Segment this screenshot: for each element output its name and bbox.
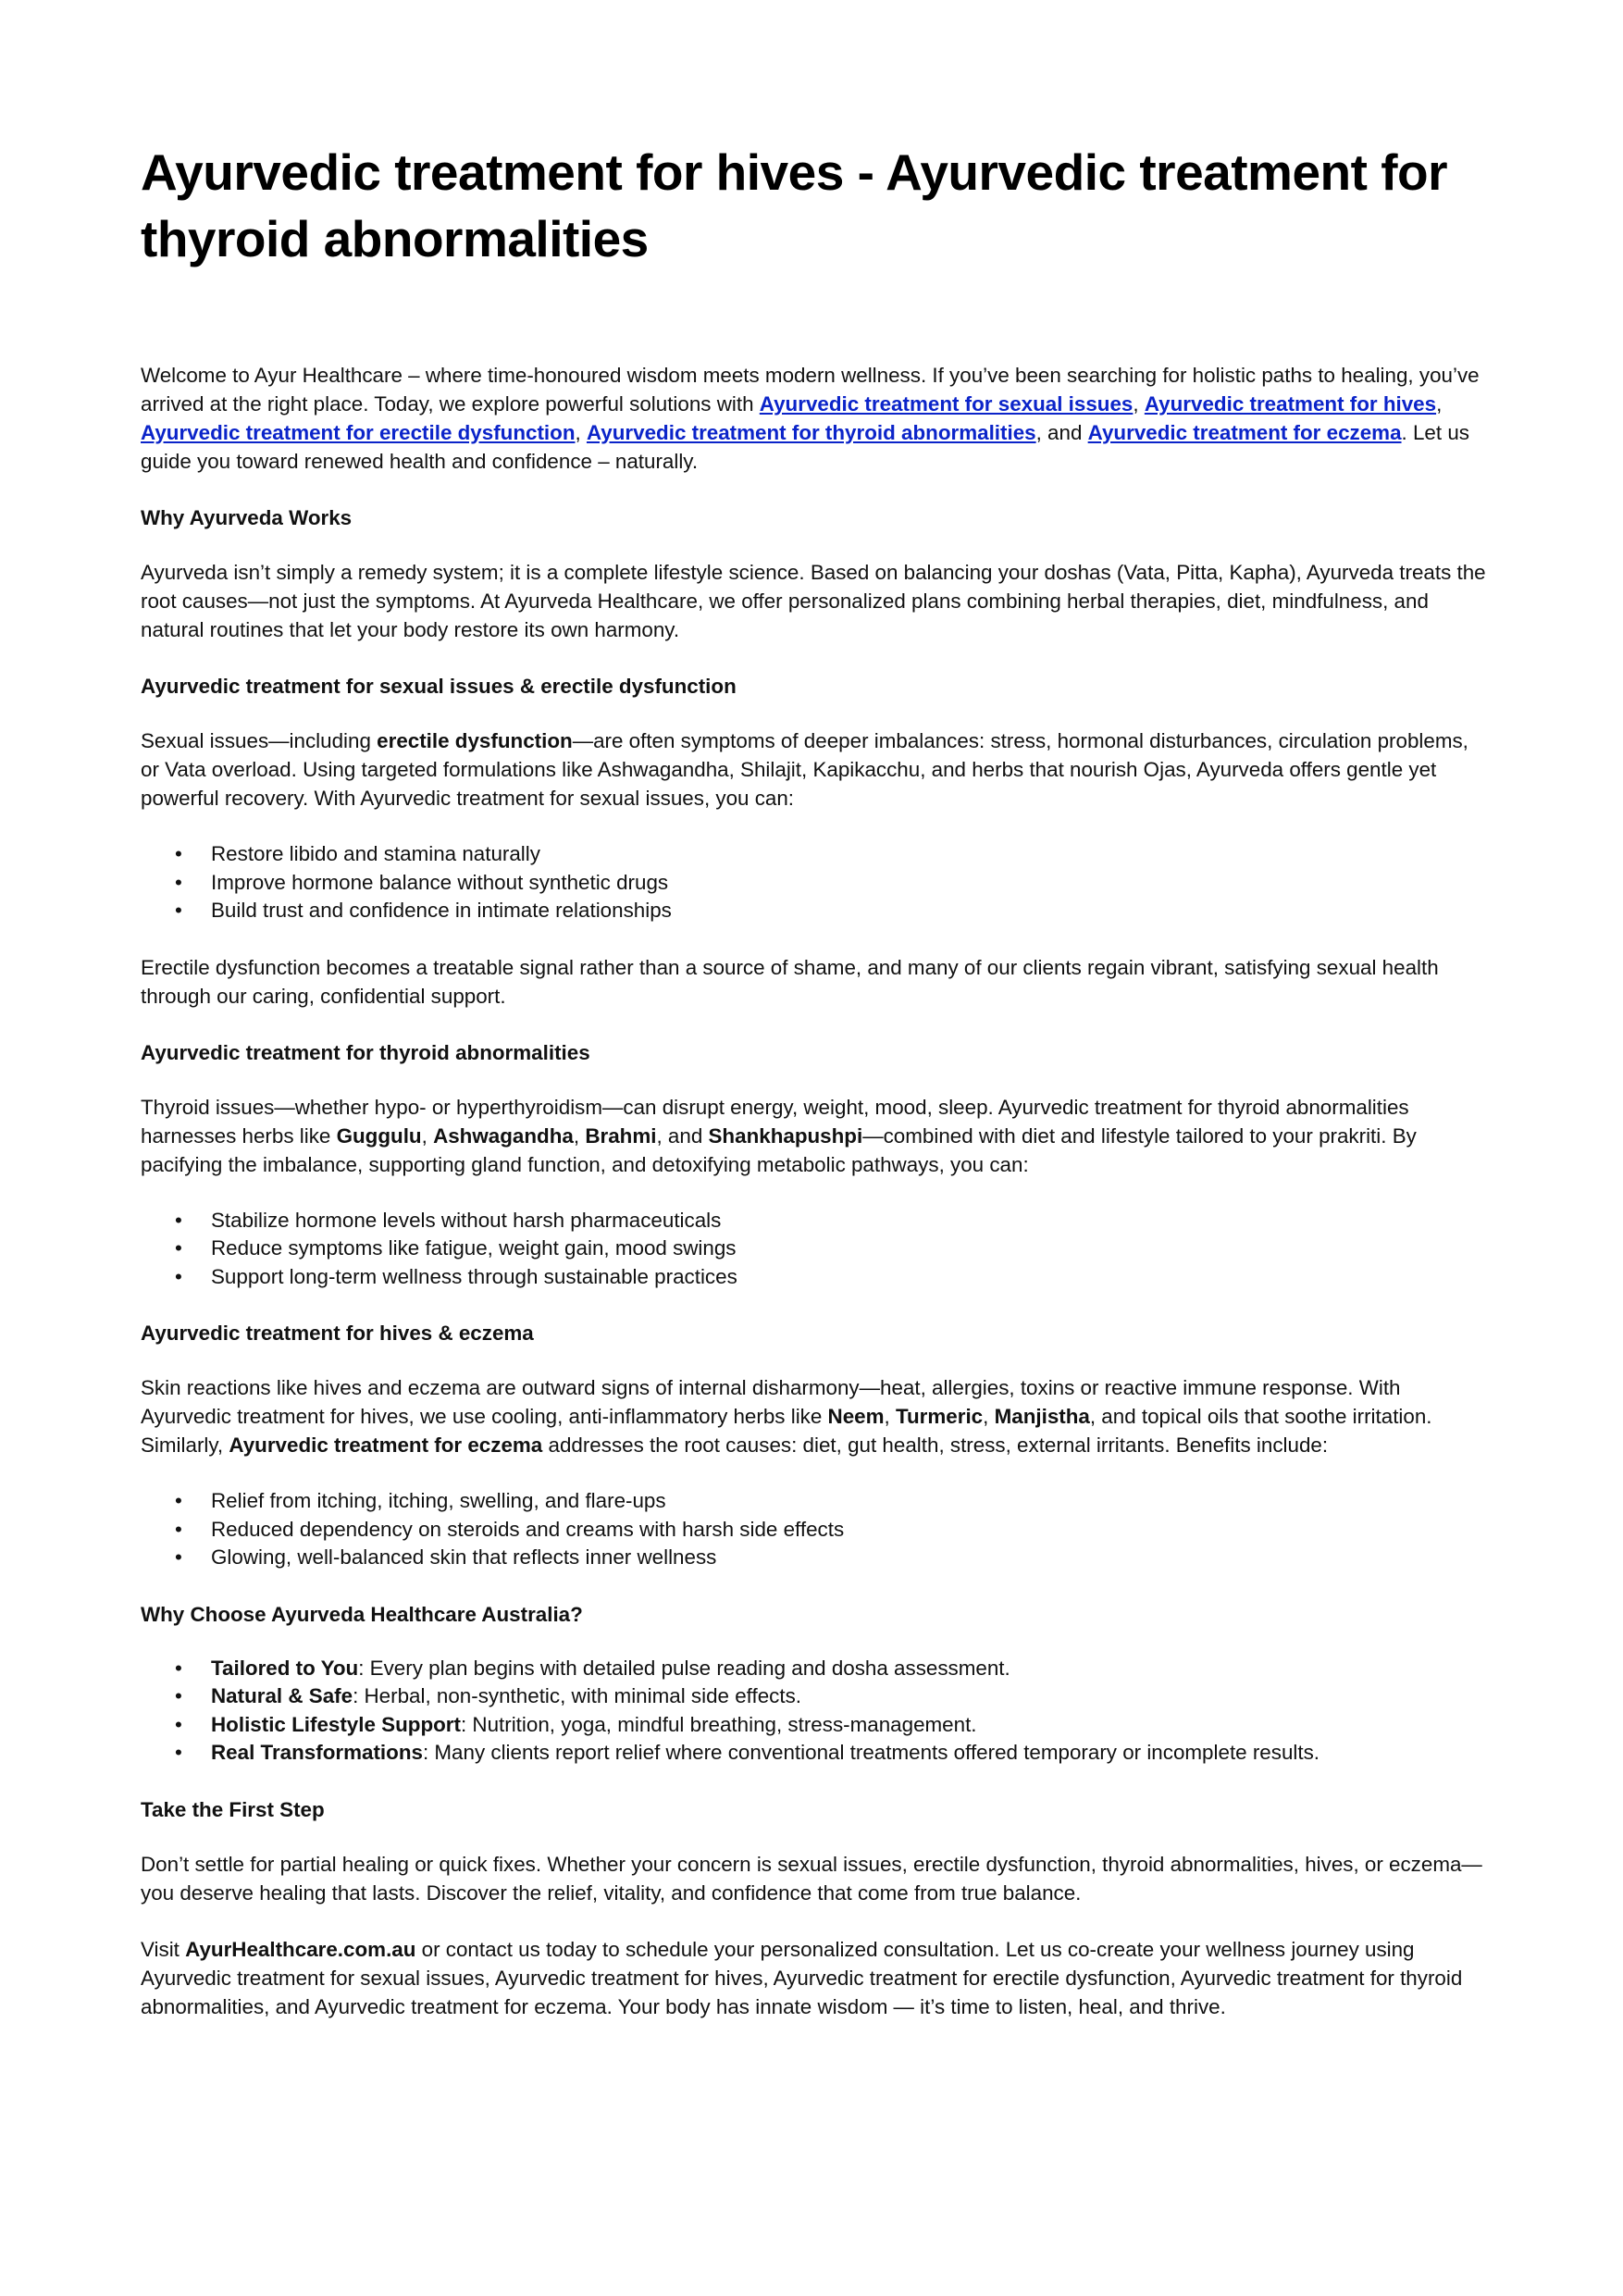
link-erectile-dysfunction[interactable]: Ayurvedic treatment for erectile dysfunction bbox=[141, 421, 576, 444]
intro-text-end: . Let us guide you toward renewed health and confidence – naturally. bbox=[141, 421, 1469, 473]
separator: , bbox=[884, 1405, 896, 1428]
why-works-paragraph: Ayurveda isn’t simply a remedy system; it is a complete lifestyle science. Based on balancing your doshas (Vata, Pitta, Kapha), Ayurveda treats the root causes—not just the symptoms. At Ayurveda Healthcare, we offer personalized plans combining herbal therapies, diet, mindfulness, and natural routines that let your body restore its own harmony. bbox=[141, 561, 1486, 641]
text-span: Visit bbox=[141, 1937, 186, 1961]
list-item bbox=[211, 1655, 1492, 1683]
list-item: • Build trust and confidence in intimate relationships bbox=[211, 897, 1492, 925]
list-item bbox=[211, 1739, 1492, 1768]
item-text: : Many clients report relief where conventional treatments offered temporary or incomplete results. bbox=[422, 1741, 1320, 1764]
bold-term: erectile dysfunction bbox=[377, 729, 573, 752]
item-text: : Every plan begins with detailed pulse reading and dosha assessment. bbox=[358, 1656, 1010, 1680]
list-item: • Reduced dependency on steroids and creams with harsh side effects bbox=[211, 1516, 1492, 1545]
herb-name: Ashwagandha bbox=[433, 1123, 574, 1148]
text-span: Thyroid issues—whether hypo- or hyperthyroidism—can disrupt energy, weight, mood, sleep. Ayurvedic treatment for thyroid abnormalities harnesses herbs like bbox=[141, 1095, 1409, 1148]
section-heading-sexual: Ayurvedic treatment for sexual issues & erectile dysfunction bbox=[141, 675, 737, 698]
separator: , and bbox=[1035, 421, 1088, 444]
sexual-bullet-list bbox=[141, 840, 1492, 925]
item-title: Tailored to You bbox=[211, 1656, 359, 1680]
link-hives[interactable]: Ayurvedic treatment for hives bbox=[1144, 392, 1437, 416]
list-item: • Stabilize hormone levels without harsh pharmaceuticals bbox=[211, 1207, 1492, 1235]
text-span: —are often symptoms of deeper imbalances: stress, hormonal disturbances, circulation problems, or Vata overload. Using targeted formulations like Ashwagandha, Shilajit, Kapikacchu, and herbs that nourish Ojas, Ayurveda offers gentle yet powerful recovery. With Ayurvedic treatment for sexual issues, you can: bbox=[141, 729, 1468, 810]
herb-name: Neem bbox=[827, 1405, 885, 1428]
separator: , bbox=[573, 1123, 586, 1148]
text-span: or contact us today to schedule your personalized consultation. Let us co-create your wellness journey using Ayurvedic treatment for sexual issues, Ayurvedic treatment for hives, Ayurvedic treatment for erectile dysfunction, Ayurvedic treatment for thyroid abnormalities, and Ayurvedic treatment for eczema. Your body has innate wisdom — it’s time to listen, heal, and thrive. bbox=[141, 1937, 1463, 2018]
section-heading-thyroid: Ayurvedic treatment for thyroid abnormalities bbox=[141, 1040, 590, 1064]
separator: , bbox=[421, 1123, 434, 1148]
visit-paragraph bbox=[141, 1935, 1492, 2021]
separator: , bbox=[575, 421, 587, 444]
section-heading-skin: Ayurvedic treatment for hives & eczema bbox=[141, 1322, 534, 1345]
herb-name: Guggulu bbox=[336, 1123, 422, 1148]
intro-text: Welcome to Ayur Healthcare – where time-honoured wisdom meets modern wellness. If you’ve been searching for holistic paths to healing, you’ve arrived at the right place. Today, we explore powerful solutions with bbox=[141, 364, 1480, 416]
bold-term: Ayurvedic treatment for eczema bbox=[229, 1433, 543, 1457]
list-item: • Restore libido and stamina naturally bbox=[211, 840, 1492, 869]
item-title: Holistic Lifestyle Support bbox=[211, 1712, 461, 1736]
item-title: Real Transformations bbox=[211, 1741, 423, 1764]
intro-paragraph bbox=[141, 361, 1492, 476]
text-span: , and topical oils that soothe irritation. Similarly, bbox=[141, 1405, 1432, 1457]
herb-name: Turmeric bbox=[895, 1405, 984, 1428]
skin-bullet-list bbox=[141, 1487, 1492, 1572]
separator: , bbox=[1436, 392, 1443, 416]
text-span: —combined with diet and lifestyle tailored to your prakriti. By pacifying the imbalance, supporting gland function, and detoxifying metabolic pathways, you can: bbox=[141, 1123, 1417, 1176]
sexual-paragraph bbox=[141, 726, 1492, 813]
link-eczema[interactable]: Ayurvedic treatment for eczema bbox=[1087, 421, 1402, 444]
section-heading-first-step: Take the First Step bbox=[141, 1797, 325, 1821]
page-title: Ayurvedic treatment for hives - Ayurvedic treatment for thyroid abnormalities bbox=[141, 143, 1448, 267]
section-heading-why-works: Why Ayurveda Works bbox=[141, 506, 353, 529]
sexual-closing-paragraph: Erectile dysfunction becomes a treatable signal rather than a source of shame, and many of our clients regain vibrant, satisfying sexual health through our caring, confidential support. bbox=[141, 955, 1439, 1008]
herb-name: Manjistha bbox=[994, 1405, 1090, 1428]
text-span: Skin reactions like hives and eczema are outward signs of internal disharmony—heat, allergies, toxins or reactive immune response. With Ayurvedic treatment for hives, we use cooling, anti-inflammatory herbs like bbox=[141, 1376, 1401, 1428]
thyroid-paragraph bbox=[141, 1093, 1492, 1179]
website-name: AyurHealthcare.com.au bbox=[185, 1937, 416, 1961]
separator: , bbox=[983, 1405, 995, 1428]
why-choose-list bbox=[141, 1655, 1492, 1768]
list-item bbox=[211, 1711, 1492, 1740]
herb-name: Brahmi bbox=[585, 1123, 657, 1148]
section-heading-why-choose: Why Choose Ayurveda Healthcare Australia? bbox=[141, 1602, 583, 1626]
separator: , bbox=[1133, 392, 1145, 416]
text-span: addresses the root causes: diet, gut health, stress, external irritants. Benefits include: bbox=[542, 1433, 1329, 1457]
item-title: Natural & Safe bbox=[211, 1684, 353, 1707]
item-text: : Herbal, non-synthetic, with minimal side effects. bbox=[353, 1684, 801, 1707]
list-item bbox=[211, 1682, 1492, 1711]
document-page bbox=[141, 139, 1492, 2049]
list-item: • Improve hormone balance without synthetic drugs bbox=[211, 869, 1492, 898]
link-sexual-issues[interactable]: Ayurvedic treatment for sexual issues bbox=[759, 392, 1134, 416]
first-step-paragraph: Don’t settle for partial healing or quick fixes. Whether your concern is sexual issues, erectile dysfunction, thyroid abnormalities, hives, or eczema—you deserve healing that lasts. Discover the relief, vitality, and confidence that come from true balance. bbox=[141, 1852, 1482, 1905]
item-text: : Nutrition, yoga, mindful breathing, stress-management. bbox=[460, 1712, 977, 1736]
skin-paragraph bbox=[141, 1373, 1492, 1459]
list-item: • Reduce symptoms like fatigue, weight gain, mood swings bbox=[211, 1235, 1492, 1263]
text-span: Sexual issues—including bbox=[141, 729, 378, 752]
herb-name: Shankhapushpi bbox=[708, 1123, 863, 1148]
list-item: • Glowing, well-balanced skin that reflects inner wellness bbox=[211, 1544, 1492, 1572]
list-item: • Relief from itching, itching, swelling, and flare-ups bbox=[211, 1487, 1492, 1516]
separator: , and bbox=[656, 1123, 709, 1148]
list-item: • Support long-term wellness through sustainable practices bbox=[211, 1263, 1492, 1292]
link-thyroid-abnormalities[interactable]: Ayurvedic treatment for thyroid abnormalities bbox=[586, 421, 1036, 444]
thyroid-bullet-list bbox=[141, 1207, 1492, 1292]
